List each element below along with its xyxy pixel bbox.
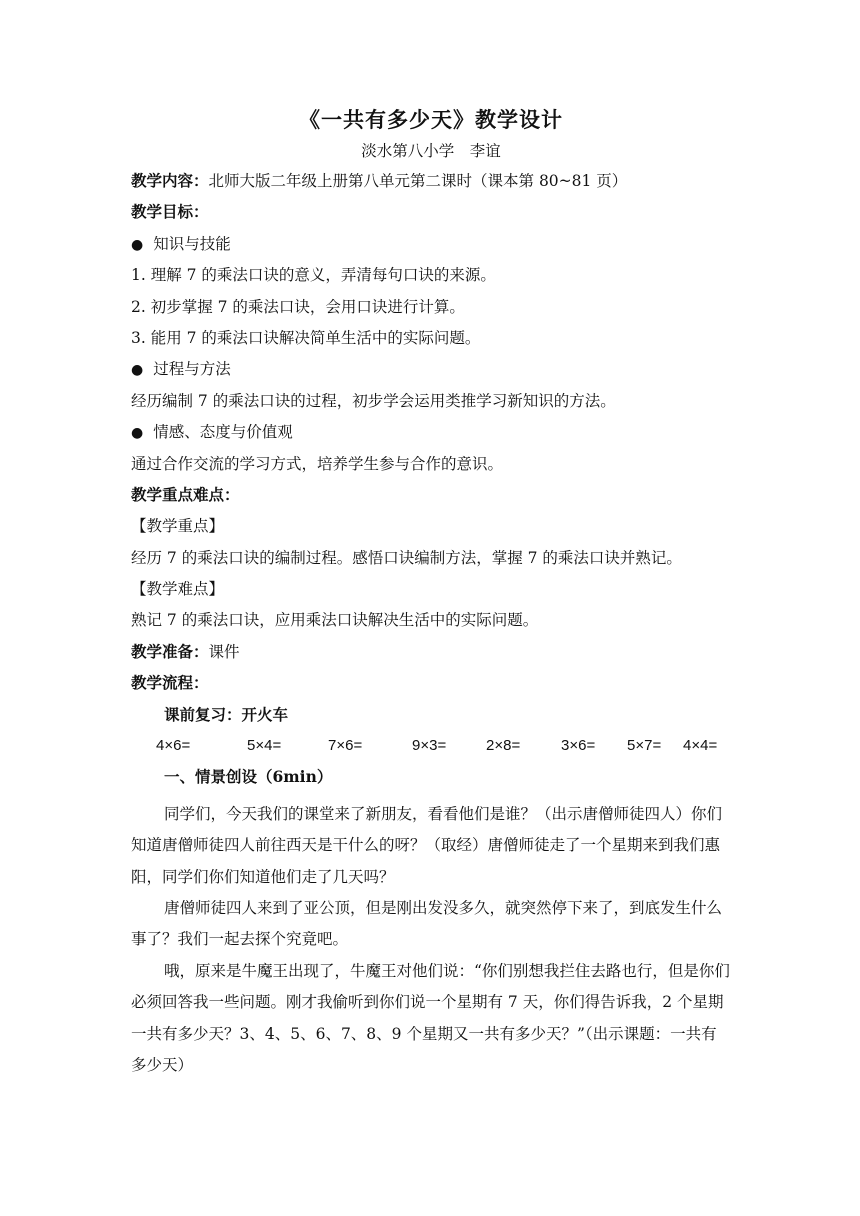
- difficulty-text: 熟记 7 的乘法口诀，应用乘法口诀解决生活中的实际问题。: [131, 611, 539, 630]
- goal-item-2: 2. 初步掌握 7 的乘法口诀，会用口诀进行计算。: [131, 297, 465, 316]
- bullet-icon: ●: [131, 236, 144, 253]
- prep-text: 课件: [208, 642, 240, 661]
- calc-item: 2×8=: [486, 737, 521, 755]
- content-label: 教学内容：: [131, 171, 209, 190]
- content-text: 北师大版二年级上册第八单元第二课时（课本第 80~81 页）: [208, 172, 628, 190]
- key-point-text: 经历 7 的乘法口诀的编制过程。感悟口诀编制方法，掌握 7 的乘法口诀并熟记。: [131, 548, 682, 567]
- review-calcs: [131, 736, 731, 756]
- key-point-label: 【教学重点】: [131, 517, 225, 536]
- flow-label: 教学流程：: [131, 673, 209, 693]
- author-line: 淡水第八小学 李谊: [361, 142, 501, 160]
- doc-title: 《一共有多少天》教学设计: [299, 107, 563, 132]
- goal-section-3-text: 通过合作交流的学习方式，培养学生参与合作的意识。: [131, 454, 504, 473]
- calc-item: 4×6=: [156, 737, 191, 755]
- key-label: 教学重点难点：: [131, 484, 240, 504]
- calc-item: 3×6=: [561, 737, 596, 755]
- content-row: [131, 171, 731, 191]
- calc-item: 7×6=: [328, 737, 363, 755]
- goal-section-1-label: 知识与技能: [153, 234, 231, 253]
- paragraph-2: 唐僧师徒四人来到了亚公顶，但是刚出发没多久，就突然停下来了，到底发生什么事了？我们一起去探个究竟吧。: [131, 899, 723, 949]
- goal-section-3: [131, 422, 731, 442]
- difficulty-label: 【教学难点】: [131, 580, 225, 599]
- paragraph-3: 哦，原来是牛魔王出现了，牛魔王对他们说：“你们别想我拦住去路也行，但是你们必须回答我一些问题。刚才我偷听到你们说一个星期有 7 天，你们得告诉我，2 个星期一共有多少天？3、4、5、6、7、8、9 个星期又一共有多少天？”（出示课题：一共有多少天）: [131, 961, 730, 1075]
- goal-section-2-text: 经历编制 7 的乘法口诀的过程，初步学会运用类推学习新知识的方法。: [131, 391, 616, 410]
- prep-label: 教学准备：: [131, 641, 209, 661]
- calc-item: 5×7=: [627, 737, 662, 755]
- goal-section-2: [131, 359, 731, 379]
- goal-section-3-label: 情感、态度与价值观: [153, 423, 293, 442]
- bullet-icon: ●: [131, 362, 144, 379]
- goal-item-1: 1. 理解 7 的乘法口诀的意义，弄清每句口诀的来源。: [131, 266, 496, 285]
- bullet-icon: ●: [131, 425, 144, 442]
- calc-item: 9×3=: [412, 737, 447, 755]
- review-label: 课前复习：开火车: [164, 704, 289, 724]
- calc-item: 5×4=: [247, 737, 282, 755]
- goal-section-1: [131, 234, 731, 254]
- goal-section-2-label: 过程与方法: [153, 360, 231, 379]
- goal-item-3: 3. 能用 7 的乘法口诀解决简单生活中的实际问题。: [131, 328, 481, 347]
- document-body: [131, 106, 731, 1081]
- paragraph-1: 同学们，今天我们的课堂来了新朋友，看看他们是谁？（出示唐僧师徒四人）你们知道唐僧师徒四人前往西天是干什么的呀？（取经）唐僧师徒走了一个星期来到我们惠阳，同学们你们知道他们走了几天吗？: [131, 804, 723, 886]
- calc-item: 4×4=: [683, 737, 718, 755]
- prep-row: [131, 642, 731, 662]
- goals-label: 教学目标：: [131, 202, 209, 222]
- section-1-label: 一、情景创设（6min）: [164, 767, 333, 787]
